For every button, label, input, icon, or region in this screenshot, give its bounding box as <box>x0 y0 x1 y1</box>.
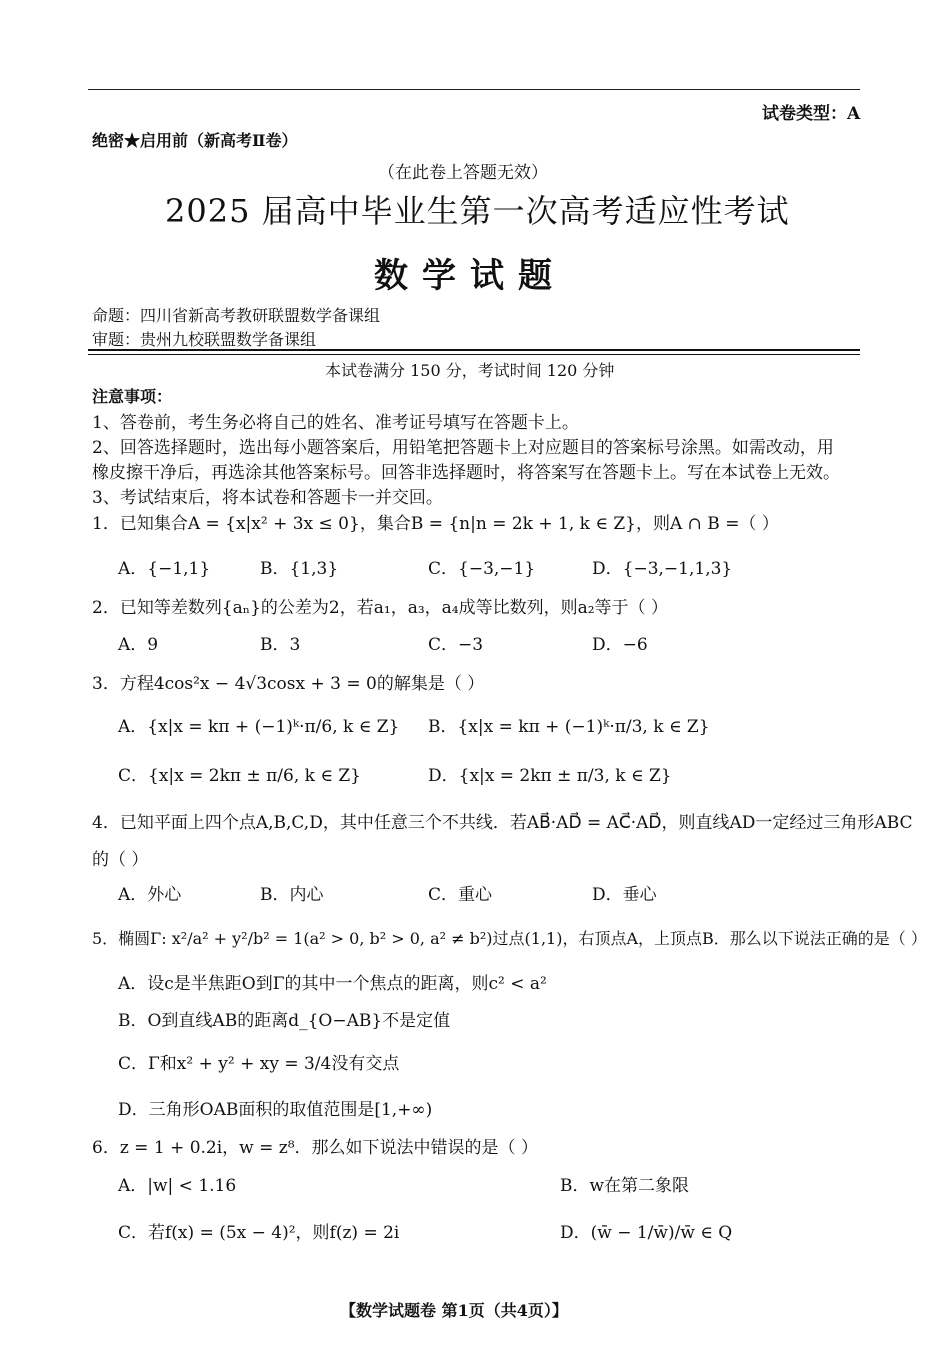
q1-option-b: B．{1,3} <box>260 559 339 579</box>
q1-option-c: C．{−3,−1} <box>428 559 536 579</box>
q6-option-b: B．w在第二象限 <box>560 1176 690 1196</box>
q5-option-a: A．设c是半焦距O到Γ的其中一个焦点的距离，则c² < a² <box>118 974 547 994</box>
notes-heading: 注意事项： <box>92 387 173 406</box>
invalid-note: （在此卷上答题无效） <box>378 163 548 183</box>
q4-option-b: B．内心 <box>260 885 324 905</box>
note-2-line2: 橡皮擦干净后，再选涂其他答案标号。回答非选择题时，将答案写在答题卡上。写在本试卷上无效。 <box>92 463 840 483</box>
q6-option-d: D．(w̄ − 1/w̄)/w̄ ∈ Q <box>560 1223 733 1243</box>
note-1: 1、答卷前，考生务必将自己的姓名、准考证号填写在答题卡上。 <box>92 413 579 433</box>
q3-option-d: D．{x|x = 2kπ ± π/3, k ∈ Z} <box>428 766 672 786</box>
q5-option-b: B．O到直线AB的距离d_{O−AB}不是定值 <box>118 1011 451 1031</box>
q5-stem: 5．椭圆Γ: x²/a² + y²/b² = 1(a² > 0, b² > 0, a² ≠ b²)过点(1,1)，右顶点A，上顶点B．那么以下说法正确的是（ ） <box>92 929 927 948</box>
q4-option-c: C．重心 <box>428 885 493 905</box>
top-rule <box>88 89 860 90</box>
q2-option-a: A．9 <box>118 635 159 655</box>
q3-stem: 3．方程4cos²x − 4√3cosx + 3 = 0的解集是（ ） <box>92 674 485 694</box>
q6-option-c: C．若f(x) = (5x − 4)²，则f(z) = 2i <box>118 1223 400 1243</box>
q3-option-a: A．{x|x = kπ + (−1)ᵏ·π/6, k ∈ Z} <box>118 717 400 737</box>
q2-stem: 2．已知等差数列{aₙ}的公差为2，若a₁，a₃，a₄成等比数列，则a₂等于（ ） <box>92 598 668 618</box>
exam-title: 2025 届高中毕业生第一次高考适应性考试 <box>165 192 790 230</box>
q2-option-b: B．3 <box>260 635 301 655</box>
q4-stem-line2: 的（ ） <box>92 850 149 870</box>
q1-option-d: D．{−3,−1,1,3} <box>592 559 733 579</box>
reviewer-line: 审题：贵州九校联盟数学备课组 <box>92 330 317 349</box>
double-rule <box>88 349 860 355</box>
q1-option-a: A．{−1,1} <box>118 559 211 579</box>
secret-label: 绝密★启用前（新高考Ⅱ卷） <box>92 131 298 150</box>
score-time: 本试卷满分 150 分，考试时间 120 分钟 <box>325 361 615 380</box>
paper-type: 试卷类型：A <box>762 104 861 124</box>
q3-option-b: B．{x|x = kπ + (−1)ᵏ·π/3, k ∈ Z} <box>428 717 710 737</box>
q2-option-c: C．−3 <box>428 635 484 655</box>
note-3: 3、考试结束后，将本试卷和答题卡一并交回。 <box>92 488 443 508</box>
q4-stem-line1: 4．已知平面上四个点A,B,C,D，其中任意三个不共线．若AB⃗·AD⃗ = AC⃗·AD⃗，则直线AD一定经过三角形ABC <box>92 813 913 833</box>
q3-option-c: C．{x|x = 2kπ ± π/6, k ∈ Z} <box>118 766 361 786</box>
q6-option-a: A．|w| < 1.16 <box>118 1176 237 1196</box>
q5-option-d: D．三角形OAB面积的取值范围是[1,+∞) <box>118 1100 433 1120</box>
q4-option-a: A．外心 <box>118 885 182 905</box>
page-footer: 【数学试题卷 第1页（共4页）】 <box>340 1301 568 1320</box>
q1-stem: 1．已知集合A = {x|x² + 3x ≤ 0}，集合B = {n|n = 2k + 1, k ∈ Z}，则A ∩ B =（ ） <box>92 514 779 534</box>
q4-option-d: D．垂心 <box>592 885 657 905</box>
q2-option-d: D．−6 <box>592 635 648 655</box>
note-2-line1: 2、回答选择题时，选出每小题答案后，用铅笔把答题卡上对应题目的答案标号涂黑。如需改动，用 <box>92 438 834 458</box>
q6-stem: 6．z = 1 + 0.2i，w = z⁸．那么如下说法中错误的是（ ） <box>92 1138 538 1158</box>
subject-title: 数学试题 <box>374 256 566 296</box>
setter-line: 命题：四川省新高考教研联盟数学备课组 <box>92 306 381 325</box>
q5-option-c: C．Γ和x² + y² + xy = 3/4没有交点 <box>118 1054 400 1074</box>
